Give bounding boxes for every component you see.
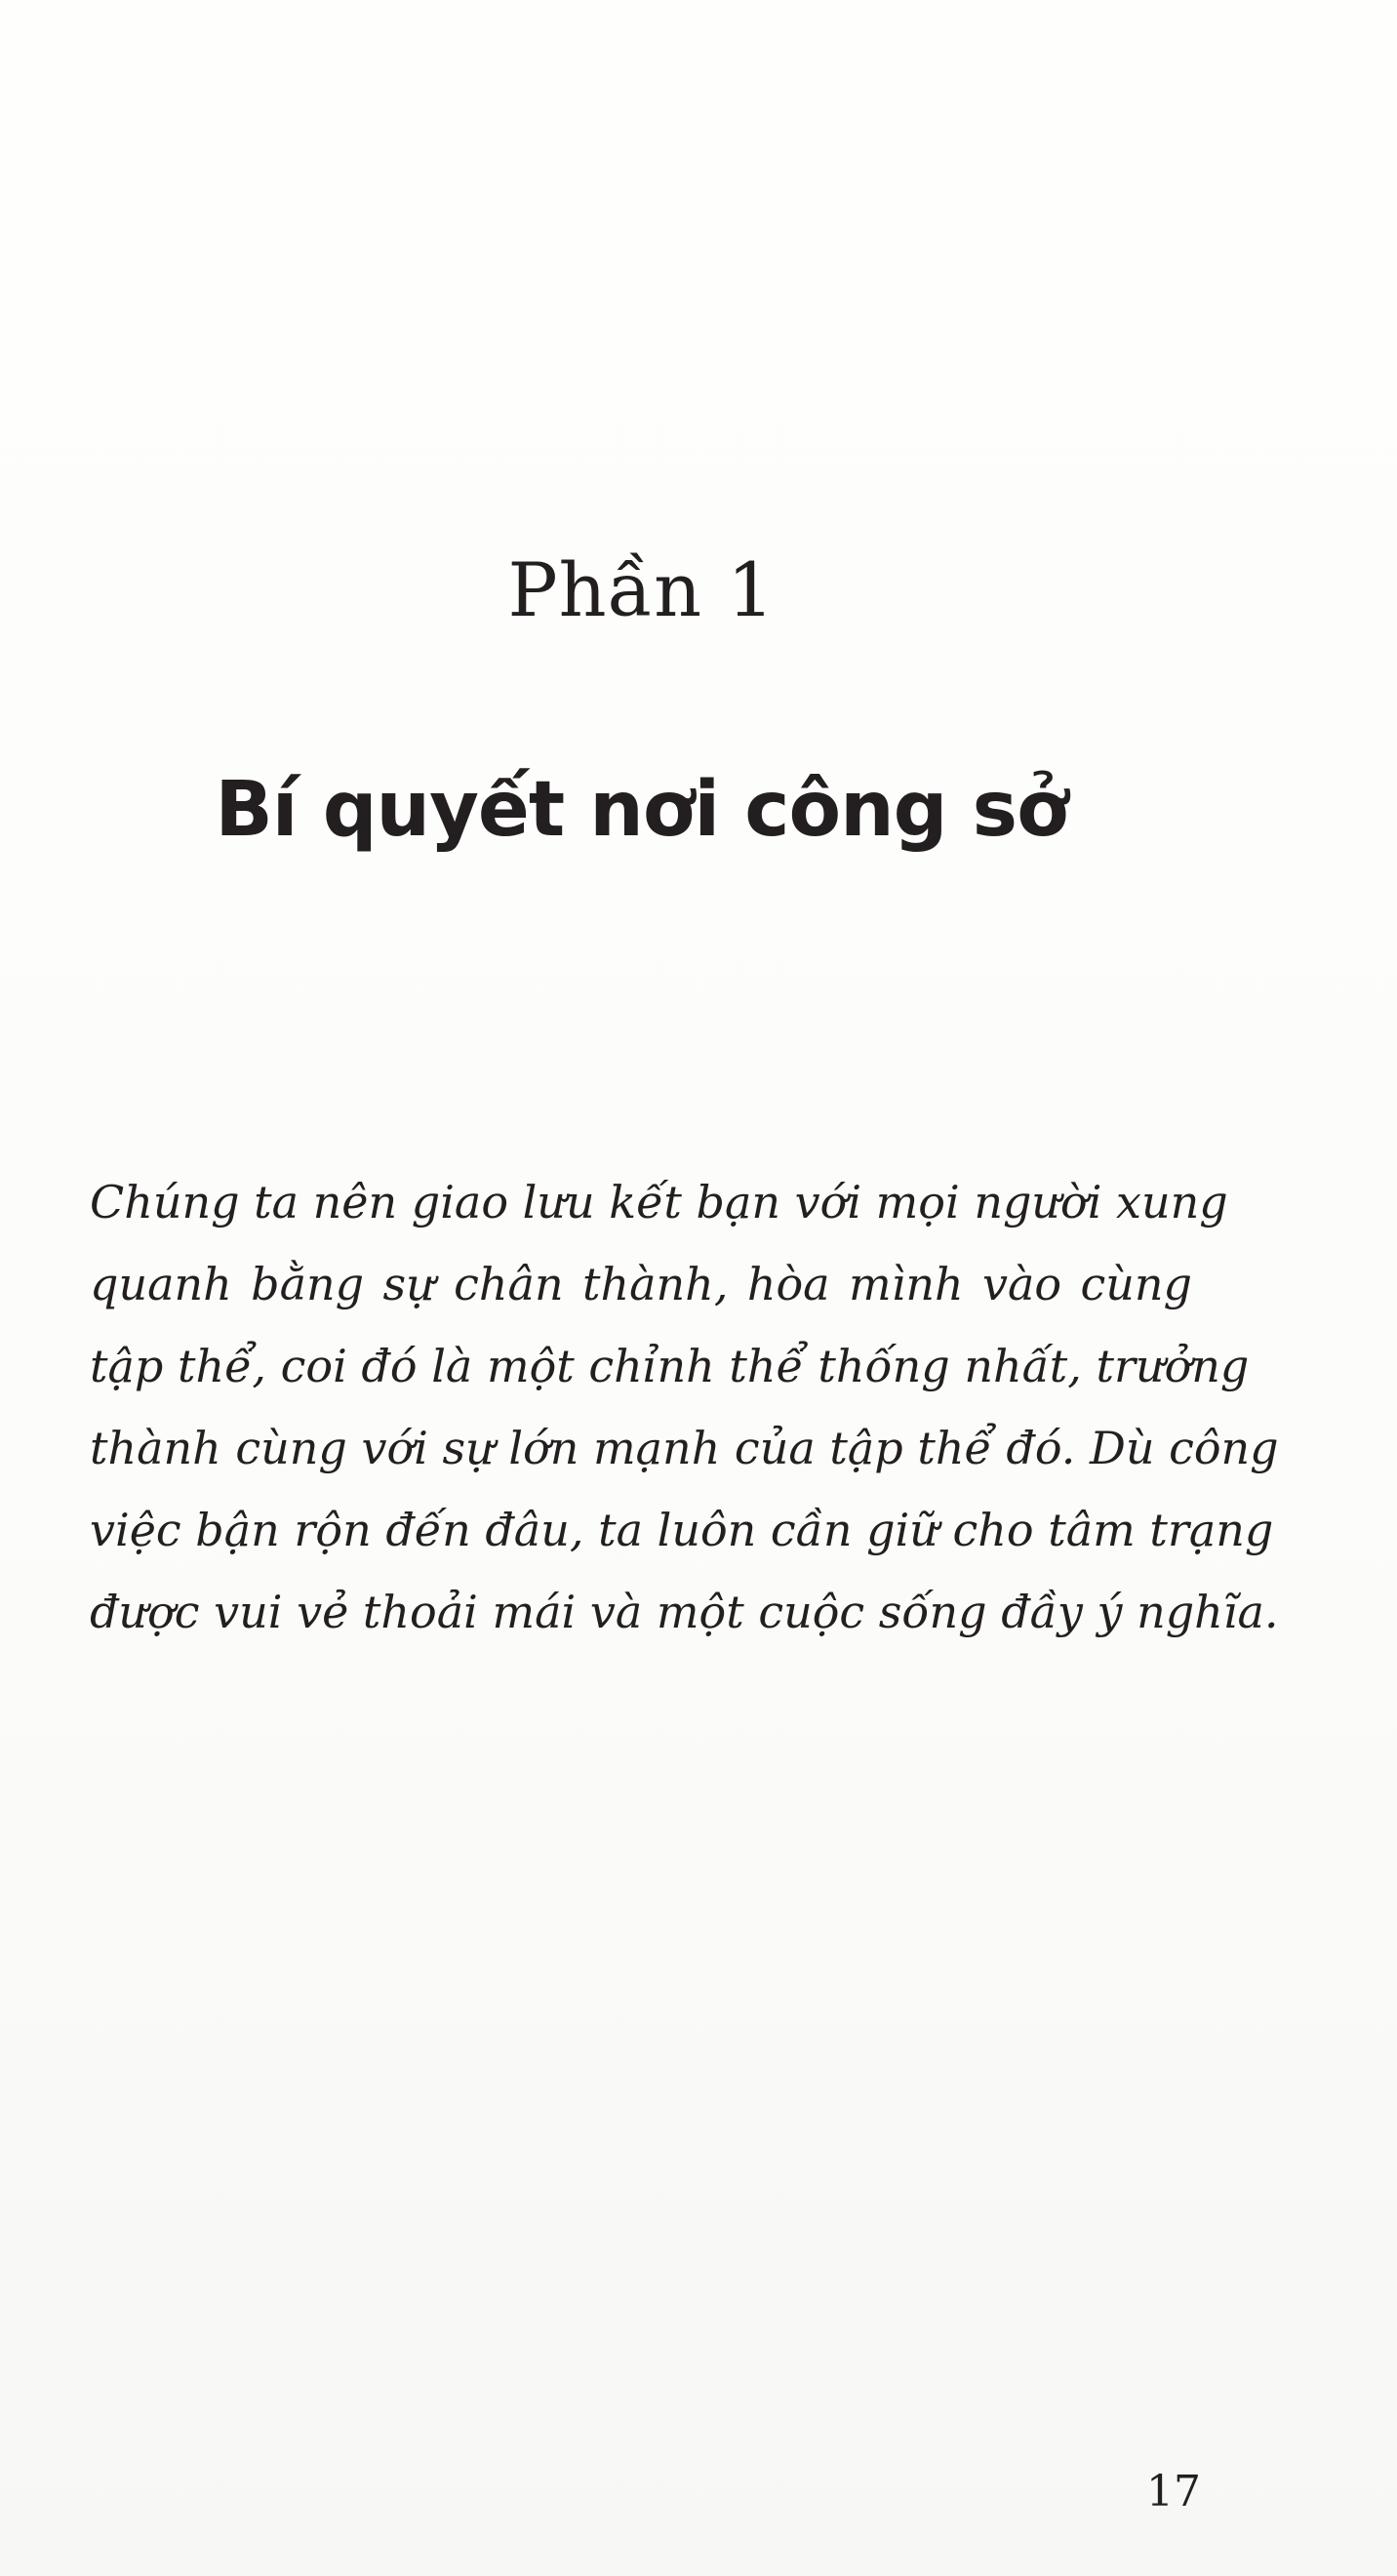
epigraph-line: thành cùng với sự lớn mạnh của tập thể đó. Dù công [90, 1422, 1279, 1474]
epigraph-line: được vui vẻ thoải mái và một cuộc sống đầy ý nghĩa. [90, 1586, 1279, 1638]
epigraph-paragraph [90, 1161, 1279, 1653]
part-number-heading: Phần 1 [507, 546, 776, 633]
page-number: 17 [1146, 2467, 1201, 2516]
epigraph-line: quanh bằng sự chân thành, hòa mình vào cùng [90, 1258, 1192, 1310]
epigraph-line: tập thể, coi đó là một chỉnh thể thống nhất, trưởng [90, 1340, 1250, 1392]
epigraph-line: việc bận rộn đến đâu, ta luôn cần giữ cho tâm trạng [90, 1504, 1274, 1556]
epigraph-line: Chúng ta nên giao lưu kết bạn với mọi người xung [90, 1176, 1228, 1228]
part-title-heading: Bí quyết nơi công sở [215, 766, 1068, 854]
